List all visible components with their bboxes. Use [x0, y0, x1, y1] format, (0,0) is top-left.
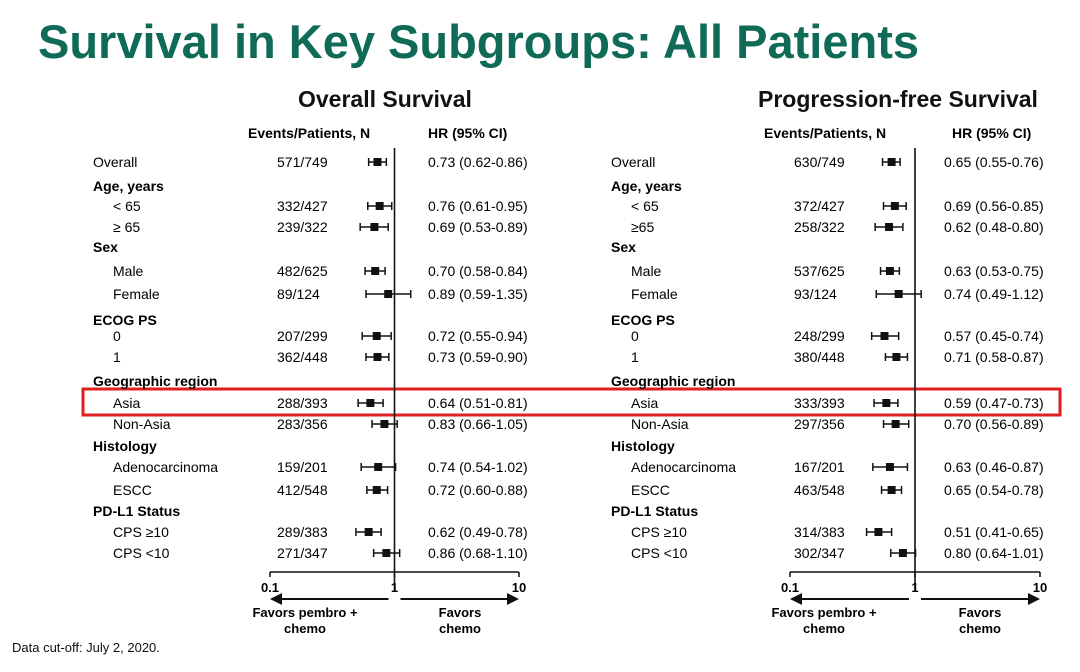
pfs-row-events: 297/356 [794, 416, 845, 432]
os-x-tick-label: 1 [390, 580, 399, 595]
pfs-row-label: Asia [631, 395, 659, 411]
pfs-row-events: 333/393 [794, 395, 845, 411]
os-row-label: ECOG PS [93, 312, 157, 328]
os-row-events: 362/448 [277, 349, 328, 365]
pfs-row-hr-text: 0.63 (0.53-0.75) [944, 263, 1044, 279]
pfs-row-hr-text: 0.74 (0.49-1.12) [944, 286, 1044, 302]
os-row-label: Non-Asia [113, 416, 171, 432]
os-favors-left-label: Favors pembro + [252, 605, 358, 620]
pfs-row-events: 248/299 [794, 328, 845, 344]
pfs-favors-left-label: chemo [803, 621, 845, 636]
pfs-favors-right-label: chemo [959, 621, 1001, 636]
pfs-row-label: ESCC [631, 482, 670, 498]
os-row-label: Adenocarcinoma [113, 459, 219, 475]
pfs-row-label: CPS <10 [631, 545, 688, 561]
pfs-row-label: 1 [631, 349, 639, 365]
os-hr-point [384, 290, 392, 298]
os-row-label: 0 [113, 328, 121, 344]
os-panel-title: Overall Survival [298, 86, 472, 112]
os-hr-point [380, 420, 388, 428]
pfs-hr-point [888, 158, 896, 166]
pfs-hr-point [886, 463, 894, 471]
os-hr-point [373, 158, 381, 166]
pfs-hr-point [886, 267, 894, 275]
os-row-label: CPS <10 [113, 545, 170, 561]
os-row-hr-text: 0.72 (0.55-0.94) [428, 328, 528, 344]
pfs-favors-right-label: Favors [958, 605, 1002, 620]
pfs-hr-point [899, 549, 907, 557]
pfs-row-events: 463/548 [794, 482, 845, 498]
os-row-label: ≥ 65 [113, 219, 141, 235]
highlight-box-asia [83, 389, 1060, 415]
os-x-tick-label: 0.1 [260, 580, 280, 595]
pfs-header-hr: HR (95% CI) [952, 125, 1032, 141]
pfs-x-tick-label: 1 [911, 580, 919, 595]
pfs-row-events: 167/201 [794, 459, 845, 475]
os-x-tick-label: 10 [511, 580, 527, 595]
pfs-favors-left-label: Favors pembro + [771, 605, 877, 620]
os-row-events: 89/124 [277, 286, 320, 302]
pfs-hr-point [885, 223, 893, 231]
pfs-row-events: 537/625 [794, 263, 845, 279]
os-row-hr-text: 0.69 (0.53-0.89) [428, 219, 528, 235]
pfs-hr-point [891, 202, 899, 210]
os-hr-point [374, 463, 382, 471]
os-row-events: 271/347 [277, 545, 328, 561]
pfs-row-hr-text: 0.65 (0.55-0.76) [944, 154, 1044, 170]
os-row-label: Histology [93, 438, 157, 454]
pfs-row-events: 258/322 [794, 219, 845, 235]
slide-title: Survival in Key Subgroups: All Patients [38, 15, 919, 68]
os-row-events: 239/322 [277, 219, 328, 235]
pfs-hr-point [892, 353, 900, 361]
os-header-hr: HR (95% CI) [428, 125, 508, 141]
pfs-row-label: Adenocarcinoma [631, 459, 737, 475]
os-row-hr-text: 0.83 (0.66-1.05) [428, 416, 528, 432]
pfs-row-events: 93/124 [794, 286, 837, 302]
pfs-row-label: Age, years [611, 178, 682, 194]
os-row-label: Geographic region [93, 373, 218, 389]
os-hr-point [373, 353, 381, 361]
pfs-x-tick-label: 10 [1032, 580, 1048, 595]
pfs-row-label: Sex [611, 239, 636, 255]
os-row-hr-text: 0.76 (0.61-0.95) [428, 198, 528, 214]
os-hr-point [373, 486, 381, 494]
os-row-hr-text: 0.86 (0.68-1.10) [428, 545, 528, 561]
os-row-events: 289/383 [277, 524, 328, 540]
os-row-hr-text: 0.89 (0.59-1.35) [428, 286, 528, 302]
os-header-events: Events/Patients, N [248, 125, 371, 141]
os-row-events: 283/356 [277, 416, 328, 432]
os-hr-point [371, 267, 379, 275]
os-hr-point [382, 549, 390, 557]
os-row-events: 482/625 [277, 263, 328, 279]
os-row-label: Female [113, 286, 160, 302]
pfs-hr-point [874, 528, 882, 536]
pfs-row-hr-text: 0.69 (0.56-0.85) [944, 198, 1044, 214]
os-row-events: 159/201 [277, 459, 328, 475]
pfs-panel-title: Progression-free Survival [758, 86, 1038, 112]
os-row-label: Overall [93, 154, 138, 170]
pfs-hr-point [882, 399, 890, 407]
os-row-label: ESCC [113, 482, 152, 498]
os-row-label: 1 [113, 349, 121, 365]
os-favors-right-label: chemo [439, 621, 481, 636]
pfs-row-label: < 65 [631, 198, 659, 214]
os-row-label: CPS ≥10 [113, 524, 169, 540]
os-row-events: 288/393 [277, 395, 328, 411]
pfs-row-label: Histology [611, 438, 675, 454]
os-hr-point [370, 223, 378, 231]
pfs-row-label: ≥65 [631, 219, 655, 235]
pfs-hr-point [895, 290, 903, 298]
pfs-hr-point [880, 332, 888, 340]
pfs-row-hr-text: 0.70 (0.56-0.89) [944, 416, 1044, 432]
os-favors-right-label: Favors [438, 605, 482, 620]
pfs-row-label: Overall [611, 154, 656, 170]
pfs-row-label: 0 [631, 328, 639, 344]
os-row-events: 412/548 [277, 482, 328, 498]
pfs-row-hr-text: 0.51 (0.41-0.65) [944, 524, 1044, 540]
pfs-row-hr-text: 0.71 (0.58-0.87) [944, 349, 1044, 365]
os-hr-point [366, 399, 374, 407]
os-row-events: 332/427 [277, 198, 328, 214]
pfs-row-hr-text: 0.63 (0.46-0.87) [944, 459, 1044, 475]
os-row-label: Age, years [93, 178, 164, 194]
pfs-row-hr-text: 0.59 (0.47-0.73) [944, 395, 1044, 411]
os-row-hr-text: 0.70 (0.58-0.84) [428, 263, 528, 279]
os-row-label: < 65 [113, 198, 141, 214]
pfs-row-label: CPS ≥10 [631, 524, 687, 540]
os-row-hr-text: 0.72 (0.60-0.88) [428, 482, 528, 498]
pfs-row-events: 380/448 [794, 349, 845, 365]
os-hr-point [373, 332, 381, 340]
os-row-events: 207/299 [277, 328, 328, 344]
os-row-hr-text: 0.73 (0.59-0.90) [428, 349, 528, 365]
os-hr-point [365, 528, 373, 536]
os-row-hr-text: 0.73 (0.62-0.86) [428, 154, 528, 170]
pfs-hr-point [888, 486, 896, 494]
pfs-x-tick-label: 0.1 [780, 580, 800, 595]
footnote: Data cut-off: July 2, 2020. [12, 640, 160, 655]
pfs-row-hr-text: 0.65 (0.54-0.78) [944, 482, 1044, 498]
os-row-label: Asia [113, 395, 141, 411]
pfs-row-label: Male [631, 263, 662, 279]
pfs-row-events: 630/749 [794, 154, 845, 170]
pfs-row-hr-text: 0.62 (0.48-0.80) [944, 219, 1044, 235]
pfs-row-hr-text: 0.57 (0.45-0.74) [944, 328, 1044, 344]
pfs-row-label: Non-Asia [631, 416, 689, 432]
os-row-events: 571/749 [277, 154, 328, 170]
pfs-header-events: Events/Patients, N [764, 125, 887, 141]
pfs-row-events: 314/383 [794, 524, 845, 540]
pfs-row-events: 372/427 [794, 198, 845, 214]
os-row-hr-text: 0.62 (0.49-0.78) [428, 524, 528, 540]
pfs-row-events: 302/347 [794, 545, 845, 561]
os-row-hr-text: 0.64 (0.51-0.81) [428, 395, 528, 411]
os-favors-left-label: chemo [284, 621, 326, 636]
os-row-hr-text: 0.74 (0.54-1.02) [428, 459, 528, 475]
os-row-label: PD-L1 Status [93, 503, 181, 519]
pfs-row-label: PD-L1 Status [611, 503, 699, 519]
pfs-row-label: Geographic region [611, 373, 736, 389]
os-hr-point [376, 202, 384, 210]
os-row-label: Sex [93, 239, 118, 255]
pfs-row-hr-text: 0.80 (0.64-1.01) [944, 545, 1044, 561]
pfs-row-label: ECOG PS [611, 312, 675, 328]
pfs-hr-point [892, 420, 900, 428]
pfs-row-label: Female [631, 286, 678, 302]
os-row-label: Male [113, 263, 144, 279]
